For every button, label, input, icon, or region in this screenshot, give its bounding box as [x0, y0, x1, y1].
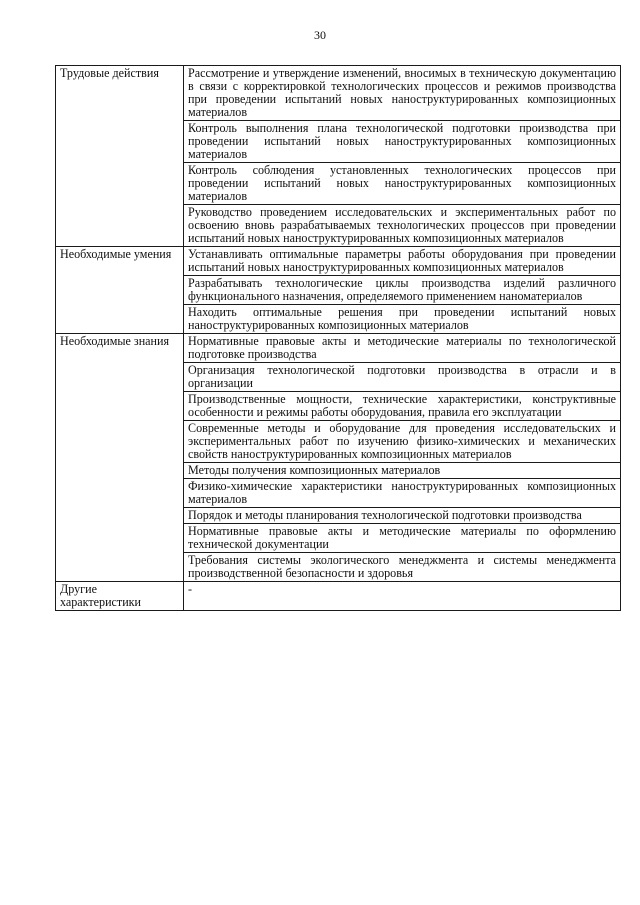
table-row [56, 66, 621, 121]
page-number: 30 [314, 28, 326, 42]
table-cell: Устанавливать оптимальные параметры работы оборудования при проведении испытаний новых наноструктурированных композиционных материалов [184, 247, 621, 276]
table-cell: Нормативные правовые акты и методические материалы по технологической подготовке производства [184, 334, 621, 363]
table-cell: Нормативные правовые акты и методические материалы по оформлению технической документации [184, 524, 621, 553]
section-label-other-characteristics: Другие характеристики [56, 582, 184, 611]
table-cell: Организация технологической подготовки производства в отрасли и в организации [184, 363, 621, 392]
table-cell: Производственные мощности, технические характеристики, конструктивные особенности и режимы работы оборудования, правила его эксплуатации [184, 392, 621, 421]
table-row [56, 582, 621, 611]
table-row [56, 334, 621, 363]
table-row [56, 247, 621, 276]
table-cell: Порядок и методы планирования технологической подготовки производства [184, 508, 621, 524]
table-cell: Разрабатывать технологические циклы производства изделий различного функционального назначения, определяемого применением наноматериалов [184, 276, 621, 305]
section-label-required-skills: Необходимые умения [56, 247, 184, 334]
table-cell: - [184, 582, 621, 611]
table-cell: Современные методы и оборудование для проведения исследовательских и экспериментальных работ по изучению физико-химических и механических свойств наноструктурированных композиционных материалов [184, 421, 621, 463]
table-cell: Физико-химические характеристики наноструктурированных композиционных материалов [184, 479, 621, 508]
table-cell: Находить оптимальные решения при проведении испытаний новых наноструктурированных композиционных материалов [184, 305, 621, 334]
table-cell: Методы получения композиционных материалов [184, 463, 621, 479]
table-cell: Руководство проведением исследовательских и экспериментальных работ по освоению вновь разрабатываемых технологических процессов при проведении испытаний новых наноструктурированных композиционных материалов [184, 205, 621, 247]
section-label-required-knowledge: Необходимые знания [56, 334, 184, 582]
table-cell: Контроль соблюдения установленных технологических процессов при проведении испытаний новых наноструктурированных композиционных материалов [184, 163, 621, 205]
table-cell: Контроль выполнения плана технологической подготовки производства при проведении испытаний новых наноструктурированных композиционных материалов [184, 121, 621, 163]
table-cell: Рассмотрение и утверждение изменений, вносимых в техническую документацию в связи с корректировкой технологических процессов и режимов производства при проведении испытаний новых наноструктурированных композиционных материалов [184, 66, 621, 121]
table-cell: Требования системы экологического менеджмента и системы менеджмента производственной безопасности и здоровья [184, 553, 621, 582]
section-label-labor-actions: Трудовые действия [56, 66, 184, 247]
professional-standard-table [55, 65, 621, 611]
